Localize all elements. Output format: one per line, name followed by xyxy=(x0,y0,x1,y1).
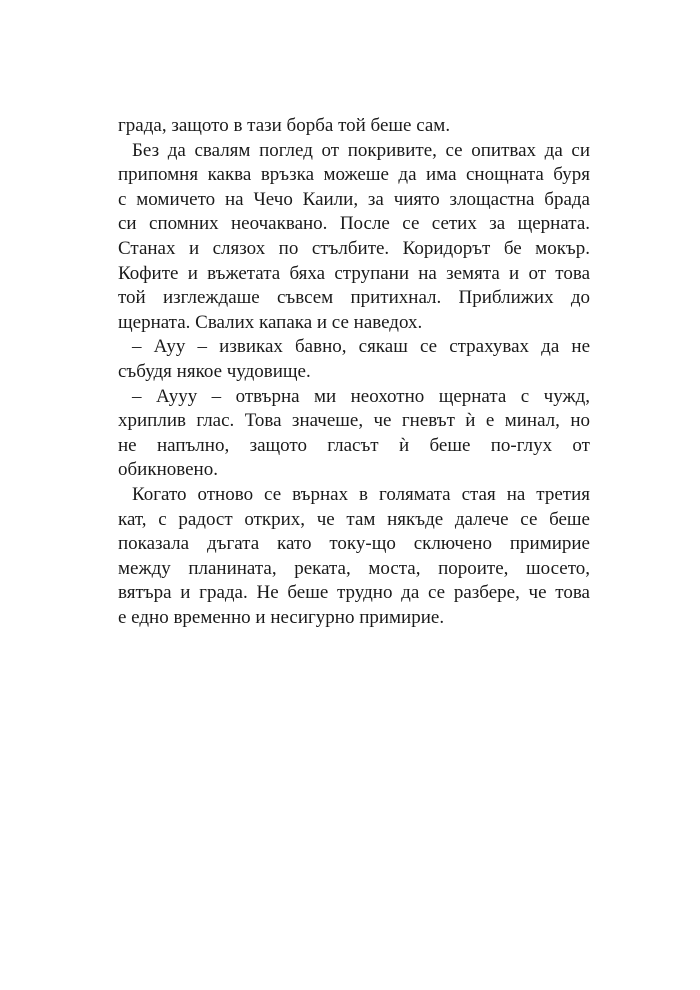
body-text xyxy=(118,114,590,630)
text-line: – Аууу – отвърна ми неохотно щерната с чужд, xyxy=(132,385,590,407)
text-line: между планината, реката, моста, пороите, шосето, xyxy=(118,557,590,579)
text-line: с момичето на Чечо Каили, за чиято злощастна брада xyxy=(118,188,590,210)
text-line: Кофите и въжетата бяха струпани на земята и от това xyxy=(118,262,590,284)
text-line: събудя някое чудовище. xyxy=(118,360,311,382)
text-line: Станах и слязох по стълбите. Коридорът бе мокър. xyxy=(118,237,590,259)
text-line: хриплив глас. Това значеше, че гневът ѝ е минал, но xyxy=(118,410,590,432)
text-line: той изглеждаше съвсем притихнал. Приближих до xyxy=(118,287,590,309)
text-line: обикновено. xyxy=(118,459,218,481)
text-line: града, защото в тази борба той беше сам. xyxy=(118,115,451,136)
text-line: щерната. Свалих капака и се наведох. xyxy=(118,311,423,333)
text-line: припомня каква връзка можеше да има снощната буря xyxy=(118,164,590,186)
text-line: кат, с радост открих, че там някъде далече се беше xyxy=(118,508,590,530)
text-line: си спомних неочаквано. После се сетих за щерната. xyxy=(118,213,590,235)
text-line: е едно временно и несигурно примирие. xyxy=(118,606,445,628)
text-line: Когато отново се върнах в голямата стая на третия xyxy=(132,483,590,505)
text-line: вятъра и града. Не беше трудно да се разбере, че това xyxy=(118,582,590,604)
text-line: показала дъгата като току-що сключено примирие xyxy=(118,533,590,555)
text-line: – Ауу – извиках бавно, сякаш се страхувах да не xyxy=(132,336,590,358)
text-line: Без да свалям поглед от покривите, се опитвах да си xyxy=(132,139,590,161)
text-line: не напълно, защото гласът ѝ беше по-глух от xyxy=(118,434,590,456)
